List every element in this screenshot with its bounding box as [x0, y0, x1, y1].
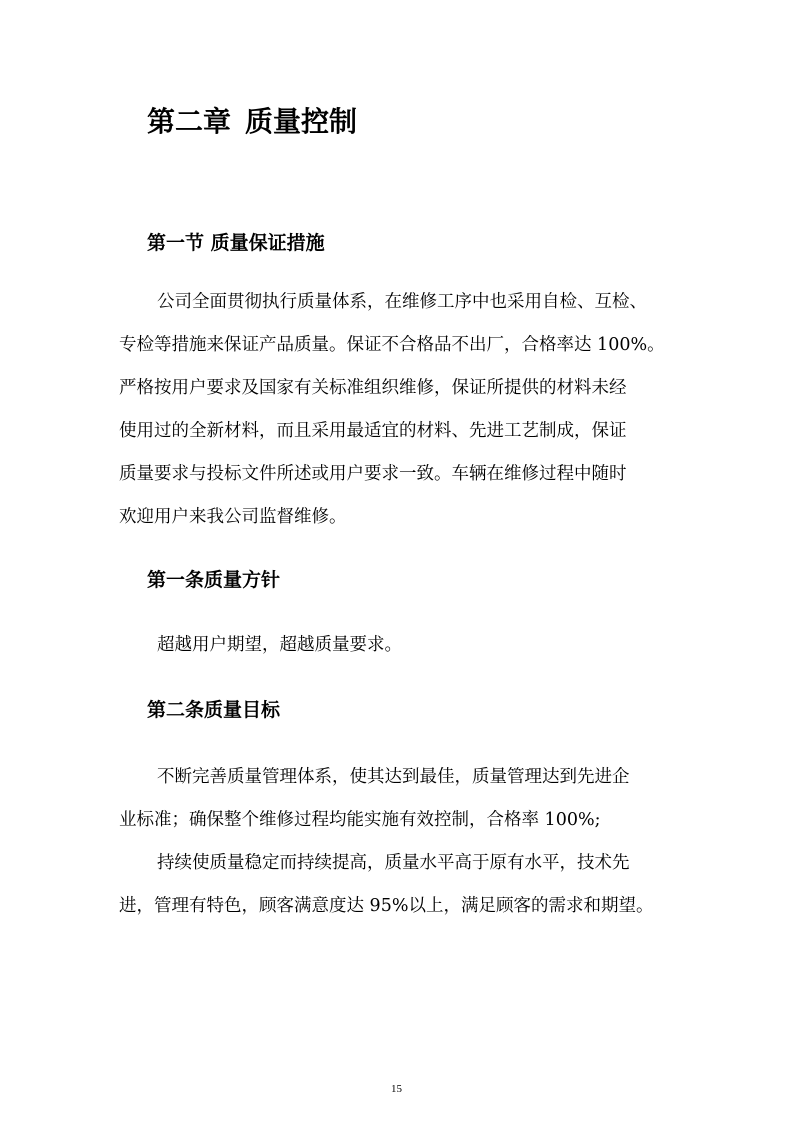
paragraph-line: 超越用户期望，超越质量要求。 — [157, 635, 402, 655]
section-heading: 第一节 质量保证措施 — [147, 232, 325, 254]
article-heading-quality-goals: 第二条质量目标 — [147, 699, 281, 721]
chapter-heading — [147, 100, 357, 140]
paragraph-line: 不断完善质量管理体系，使其达到最佳，质量管理达到先进企 — [157, 767, 630, 787]
paragraph-line: 进，管理有特色，顾客满意度达 95%以上，满足顾客的需求和期望。 — [119, 896, 654, 916]
page-number: 15 — [391, 1083, 402, 1095]
paragraph-line: 专检等措施来保证产品质量。保证不合格品不出厂，合格率达 100%。 — [119, 335, 665, 355]
paragraph-line: 使用过的全新材料，而且采用最适宜的材料、先进工艺制成，保证 — [119, 421, 627, 441]
paragraph-line: 业标准；确保整个维修过程均能实施有效控制，合格率 100%; — [119, 810, 601, 830]
paragraph-line: 持续使质量稳定而持续提高，质量水平高于原有水平，技术先 — [157, 853, 630, 873]
paragraph-line: 质量要求与投标文件所述或用户要求一致。车辆在维修过程中随时 — [119, 464, 627, 484]
paragraph-line: 严格按用户要求及国家有关标准组织维修，保证所提供的材料未经 — [119, 378, 627, 398]
paragraph-line: 欢迎用户来我公司监督维修。 — [119, 507, 347, 527]
paragraph-line: 公司全面贯彻执行质量体系，在维修工序中也采用自检、互检、 — [157, 292, 647, 312]
chapter-title: 质量控制 — [245, 105, 358, 138]
chapter-number: 第二章 — [147, 105, 232, 138]
article-heading-quality-policy: 第一条质量方针 — [147, 569, 281, 591]
